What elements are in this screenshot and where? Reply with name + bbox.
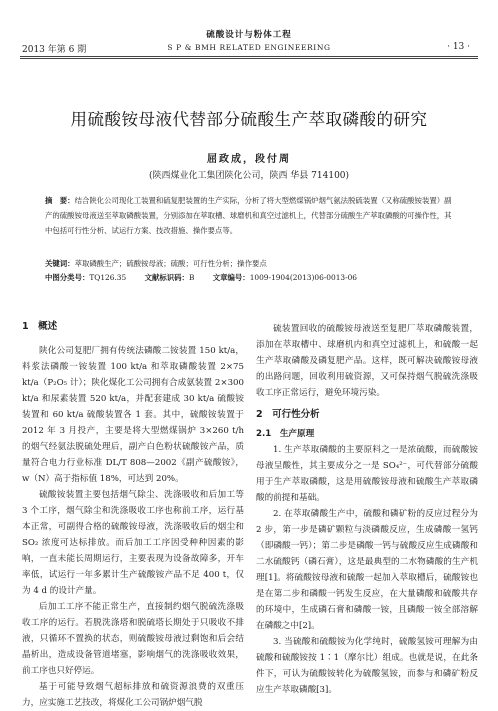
keywords (45, 258, 453, 269)
paragraph: 基于可能导致烟气超标排放和硫资源浪费的双重压力，应实施工艺技改，将煤化工公司锅炉烟气脱 (22, 682, 244, 708)
abstract (45, 193, 453, 238)
keywords-text: 萃取磷酸生产；硫酸铵母液；硫酸；可行性分析；操作要点 (74, 259, 267, 268)
journal-name-en: S P & BMH RELATED ENGINEERING (167, 43, 331, 52)
year-issue: 2013 年第 6 期 (22, 45, 87, 55)
paragraph: 后加工工序不能正常生产，直接制约烟气脱硫洗涤吸收工序的运行。若脱洗涤塔和脱硫塔长期处于只吸收不排液，只循环不置换的状态，则硫酸铵母液过剩饱和后会结晶析出，造成设备管道堵塞，影响烟气的洗涤吸收效果，前工序也只好停运。 (22, 602, 244, 676)
paragraph: 3. 当硫酸和硫酸铵为化学纯时，硫酸氢铵可理解为由硫酸和硫酸铵按 1∶1（摩尔比）组成。也就是说，在此条件下，可认为硫酸铵转化为硫酸氢铵，而参与和磷矿粉反应生产萃取磷酸[3]。 (256, 637, 478, 695)
right-column (256, 321, 478, 698)
article-affiliation: (陕西煤业化工集团陕化公司，陕西 华县 714100) (148, 171, 350, 181)
page-number: · 13 · (447, 42, 470, 52)
header-rule-bottom (20, 58, 478, 59)
subsection-heading-2-1: 2.1 生产原理 (256, 429, 315, 439)
paragraph: 硫装置回收的硫酸铵母液送至复肥厂萃取磷酸装置，添加在萃取槽中、球磨机内和真空过滤机上，和硫酸一起生产萃取磷酸及磷复肥产品。这样，既可解决硫酸铵母液的出路问题，回收利用硫资源，又可保持烟气脱硫洗涤吸收工序正常运行，避免环境污染。 (256, 324, 478, 398)
paragraph: 硫酸铵装置主要包括烟气除尘、洗涤吸收和后加工等 3 个工序，烟气除尘和洗涤吸收工序也称前工序，运行基本正常，可副得合格的硫酸铵母液，洗涤吸收后的烟尘和 SO₂ 浓度可达标排放。而后加工工序因受种种因素的影响，一直未能长周期运行，主要表现为设备故障多，开车率低，试运行一年多累计生产硫酸铵产品不足 400 t，仅为 4 d 的设计产量。 (22, 490, 244, 596)
article-title: 用硫酸铵母液代替部分硫酸生产萃取磷酸的研究 (70, 110, 428, 129)
abstract-label: 摘 要： (45, 196, 75, 205)
clc-label: 中图分类号： (45, 273, 90, 282)
section-heading-1: 1 概述 (22, 321, 58, 332)
paragraph: 2. 在萃取磷酸生产中，硫酸和磷矿粉的反应过程分为 2 步，第一步是磷矿颗粒与淡磷酸反应，生成磷酸一氢钙（即磷酸一钙）；第二步是磷酸一钙与硫酸反应生成磷酸和二水硫酸钙（磷石膏），这是最典型的二水物磷酸的生产机理[1]。将硫酸铵母液和硫酸一起加入萃取槽后，硫酸铵也是在第二步和磷酸一钙发生反应，在大量磷酸和硫酸共存的环境中，生成磷石膏和磷酸一铵，且磷酸一铵全部溶解在磷酸之中[2]。 (256, 509, 478, 631)
abstract-text: 结合陕化公司现化工装置和硫复肥装置的生产实际，分析了将大型燃煤锅炉烟气氨法脱硫装置（又称硫酸铵装置）副产的硫酸铵母液送至萃取磷酸装置，分别添加在萃取槽、球磨机和真空过滤机上，代替部分硫酸生产萃取磷酸的可操作性，其中包括可行性分析、试运行方案、技改措施、操作要点等。 (45, 196, 452, 235)
left-column (22, 343, 244, 711)
section-heading-2: 2 可行性分析 (256, 409, 320, 420)
paragraph: 1. 生产萃取磷酸的主要原料之一是浓硫酸，而硫酸铵母液呈酸性，其主要成分之一是 SO₄²⁻，可代替部分硫酸用于生产萃取磷酸，这是用硫酸铵母液和硫酸生产萃取磷酸的前提和基础。 (256, 445, 478, 503)
doc-code-label: 文献标识码： (144, 273, 189, 282)
journal-name-cn: 硫酸设计与粉体工程 (206, 30, 292, 40)
paragraph: 陕化公司复肥厂拥有传统法磷酸二铵装置 150 kt/a，料浆法磷酸一铵装置 100 kt/a 和萃取磷酸装置 2×75 kt/a（P₂O₅ 计）；陕化煤化工公司拥有合成氨装置 2×300 kt/a 和尿素装置 520 kt/a，并配套建成 30 kt/a 硫酸铵装置和 60 kt/a 硫酸装置各 1 套。其中，硫酸铵装置于 2012 年 3 月投产，主要是将大型燃煤锅炉 3×260 t/h 的烟气经氨法脱硫处理后，副产白色粉状硫酸铵产品，质量符合电力行业标准 DL/T 808—2002《副产硫酸铵》，w（N）高于指标值 18%，可达到 20%。 (22, 346, 244, 484)
keywords-label: 关键词： (45, 259, 75, 268)
article-no-label: 文章编号： (212, 273, 250, 282)
article-no-value: 1009-1904(2013)06-0013-06 (249, 273, 358, 282)
clc-value: TQ126.35 (89, 273, 127, 282)
article-meta (45, 272, 475, 283)
header-rule-top (20, 56, 478, 57)
doc-code-value: B (188, 273, 195, 282)
article-authors: 屈政成，段付周 (207, 154, 291, 165)
